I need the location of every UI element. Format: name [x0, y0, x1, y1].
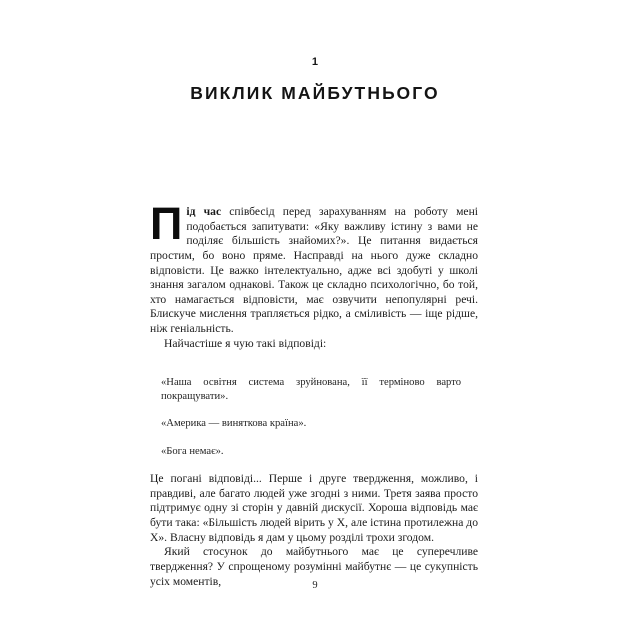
quote-text: «Америка — виняткова країна».	[161, 418, 307, 430]
quote-block-3	[161, 445, 461, 460]
quote-block-1	[161, 376, 461, 405]
paragraph-opening	[150, 198, 478, 337]
spacer	[150, 351, 478, 363]
paragraph-future-question: Який стосунок до майбутнього має це суперечливе твердження? У спрощеному розумінні майбутнє — це сукупність усіх моментів,	[150, 545, 478, 588]
lead-bold-text: ід час	[186, 205, 222, 218]
chapter-title: ВИКЛИК МАЙБУТНЬОГО	[190, 83, 440, 103]
spacer	[150, 459, 478, 472]
page-number: 9	[312, 580, 318, 591]
paragraph-bad-answers: Це погані відповіді... Перше і друге твердження, можливо, і правдиві, але багато людей уже згодні з ними. Третя заява просто підтримує одну зі сторін у давній дискусії. Хороша відповідь має бути така: «Більшість людей вірить у Х, але істина протилежна до Х». Власну відповідь я дам у цьому розділі трохи згодом.	[150, 472, 478, 544]
chapter-number: 1	[311, 56, 319, 68]
text-column	[150, 198, 478, 589]
paragraph-intro-answers: Найчастіше я чую такі відповіді:	[164, 336, 327, 350]
drop-cap: П	[150, 198, 183, 249]
quote-text: «Бога немає».	[161, 445, 224, 457]
quote-text: «Наша освітня система зруйнована, її терміново варто покращувати».	[161, 376, 461, 403]
paragraph-opening-text: співбесід перед зарахуванням на роботу мені подобається запитувати: «Яку важливу істину з вами не поділяє більшість знайомих?». Це питання видається простим, бо воно пряме. Насправді на нього дуже складно відповісти. Це важко інтелектуально, адже всі здобуті у школі знання загалом однакові. Також це складно психологічно, бо той, хто намагається відповісти, має озвучити непопулярні речі. Блискуче мислення трапляється рідко, а сміливість — іще рідше, ніж геніальність.	[150, 205, 478, 335]
quote-block-2	[161, 417, 461, 432]
